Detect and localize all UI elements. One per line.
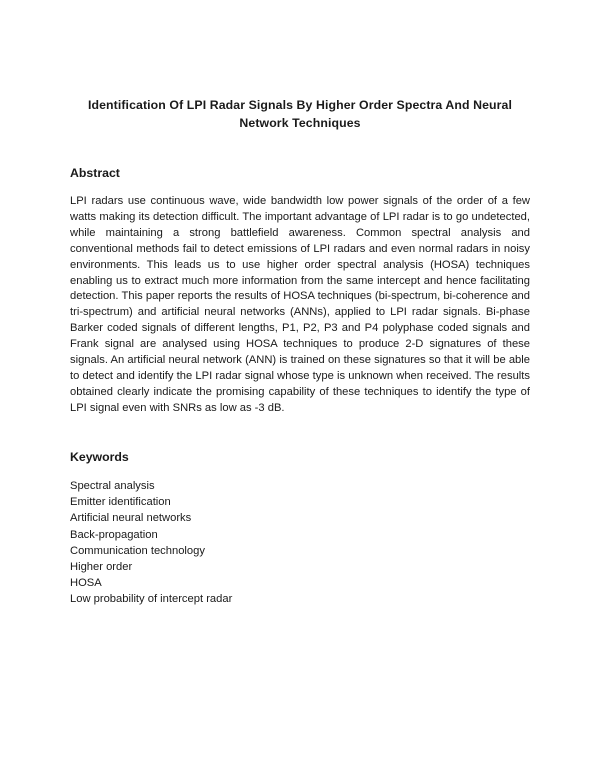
paper-title: Identification Of LPI Radar Signals By Higher Order Spectra And Neural Network Techniques [87, 98, 513, 130]
keyword-item: Higher order [70, 561, 133, 574]
keyword-item: Artificial neural networks [70, 512, 192, 525]
keyword-item: Low probability of intercept radar [70, 593, 233, 606]
keyword-item: Communication technology [70, 544, 205, 557]
abstract-text: LPI radars use continuous wave, wide bandwidth low power signals of the order of a few watts making its detection difficult. The important advantage of LPI radar is to go undetected, while maintaining a strong battlefield awareness. Common spectral analysis and conventional methods fail to detect emissions of LPI radars and even normal radars in noisy environments. This leads us to use higher order spectral analysis (HOSA) techniques enabling us to extract much more information from the same intercept and hence facilitating detection. This paper reports the results of HOSA techniques (bi-spectrum, bi-coherence and tri-spectrum) and artificial neural networks (ANNs), applied to LPI radar signals. Bi-phase Barker coded signals of different lengths, P1, P2, P3 and P4 polyphase coded signals and Frank signal are analysed using HOSA techniques to produce 2-D signatures of these signals. An artificial neural network (ANN) is trained on these signatures so that it will be able to detect and identify the LPI radar signal whose type is unknown when received. The results obtained clearly indicate the promising capability of these techniques to identify the type of LPI signal even with SNRs as low as -3 dB. [70, 195, 530, 414]
keyword-item: Emitter identification [70, 496, 171, 509]
keyword-item: Spectral analysis [70, 480, 155, 492]
keyword-item: Back-propagation [70, 528, 158, 541]
abstract-heading: Abstract [70, 166, 120, 180]
keyword-item: HOSA [70, 577, 102, 590]
keywords-heading: Keywords [70, 450, 129, 464]
keyword-list [70, 478, 530, 608]
